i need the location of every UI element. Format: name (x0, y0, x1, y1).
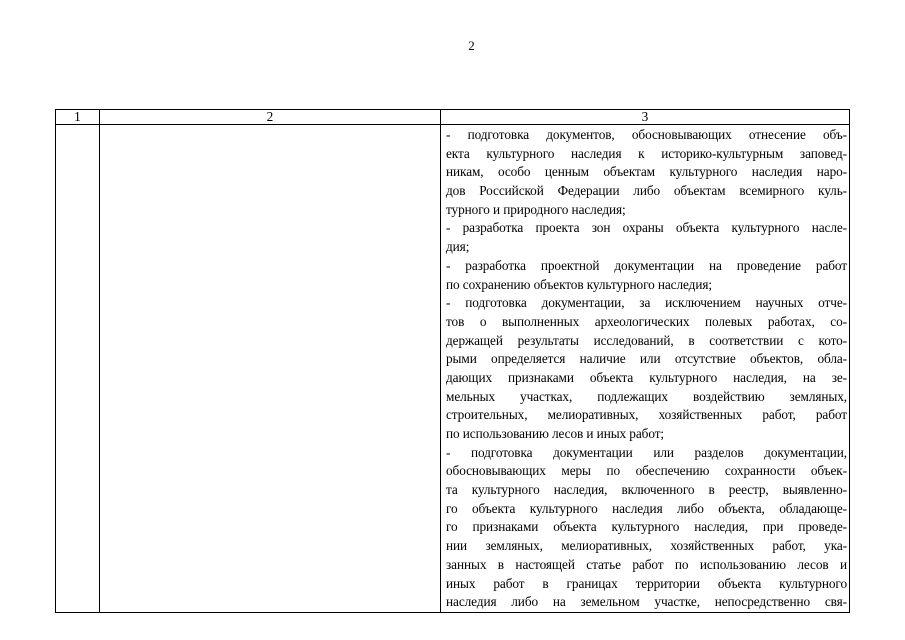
text-line: - подготовка документации, за исключением научных отче- (446, 295, 847, 311)
table-header-row (56, 110, 850, 125)
text-line: занных в настоящей статье работ по использованию лесов и (446, 556, 847, 572)
text-line: по сохранению объектов культурного наследия; (446, 276, 712, 292)
text-line: та культурного наследия, включенного в реестр, выявленно- (446, 482, 847, 498)
page-number: 2 (468, 38, 475, 53)
text-line: го признаками объекта культурного наследия, при проведе- (446, 519, 847, 535)
column-header-2: 2 (100, 110, 441, 125)
text-line: дия; (446, 239, 470, 255)
text-line: по использованию лесов и иных работ; (446, 426, 665, 441)
text-line: дов Российской Федерации либо объектам всемирного куль- (446, 183, 847, 199)
table-cell-col1 (56, 125, 100, 613)
cell-text-block (441, 125, 849, 612)
text-line: никам, особо ценным объектам культурного наследия наро- (446, 164, 847, 180)
text-line: мельных участках, подлежащих воздействию земляных, (446, 388, 847, 404)
text-line: рыми определяется наличие или отсутствие объектов, обла- (446, 351, 847, 367)
text-line: - подготовка документов, обосновывающих отнесение объ- (446, 127, 847, 142)
text-line: турного и природного наследия; (446, 201, 626, 217)
text-line: - подготовка документации или разделов документации, (446, 444, 847, 460)
text-line: держащей результаты исследований, в соответствии с кото- (446, 332, 847, 348)
text-line: дающих признаками объекта культурного наследия, на зе- (446, 369, 847, 385)
column-header-3: 3 (441, 110, 850, 125)
text-line: строительных, мелиоративных, хозяйственных работ, работ (446, 407, 847, 423)
text-line: иных работ в границах территории объекта культурного (446, 575, 847, 591)
table-row (56, 125, 850, 613)
text-line: наследия либо на земельном участке, непосредственно свя- (446, 594, 847, 610)
table-cell-col3 (441, 125, 850, 613)
text-line: го объекта культурного наследия либо объекта, обладающе- (446, 500, 847, 516)
document-table (55, 109, 850, 613)
text-line: екта культурного наследия к историко-культурным заповед- (446, 145, 847, 161)
text-line: нии земляных, мелиоративных, хозяйственных работ, ука- (446, 538, 847, 554)
text-line: обосновывающих меры по обеспечению сохранности объек- (446, 463, 847, 479)
text-line: - разработка проектной документации на проведение работ (446, 257, 847, 273)
text-line: тов о выполненных археологических полевых работах, со- (446, 313, 847, 329)
table-cell-col2 (100, 125, 441, 613)
text-line: - разработка проекта зон охраны объекта культурного насле- (446, 220, 847, 236)
column-header-1: 1 (56, 110, 100, 125)
